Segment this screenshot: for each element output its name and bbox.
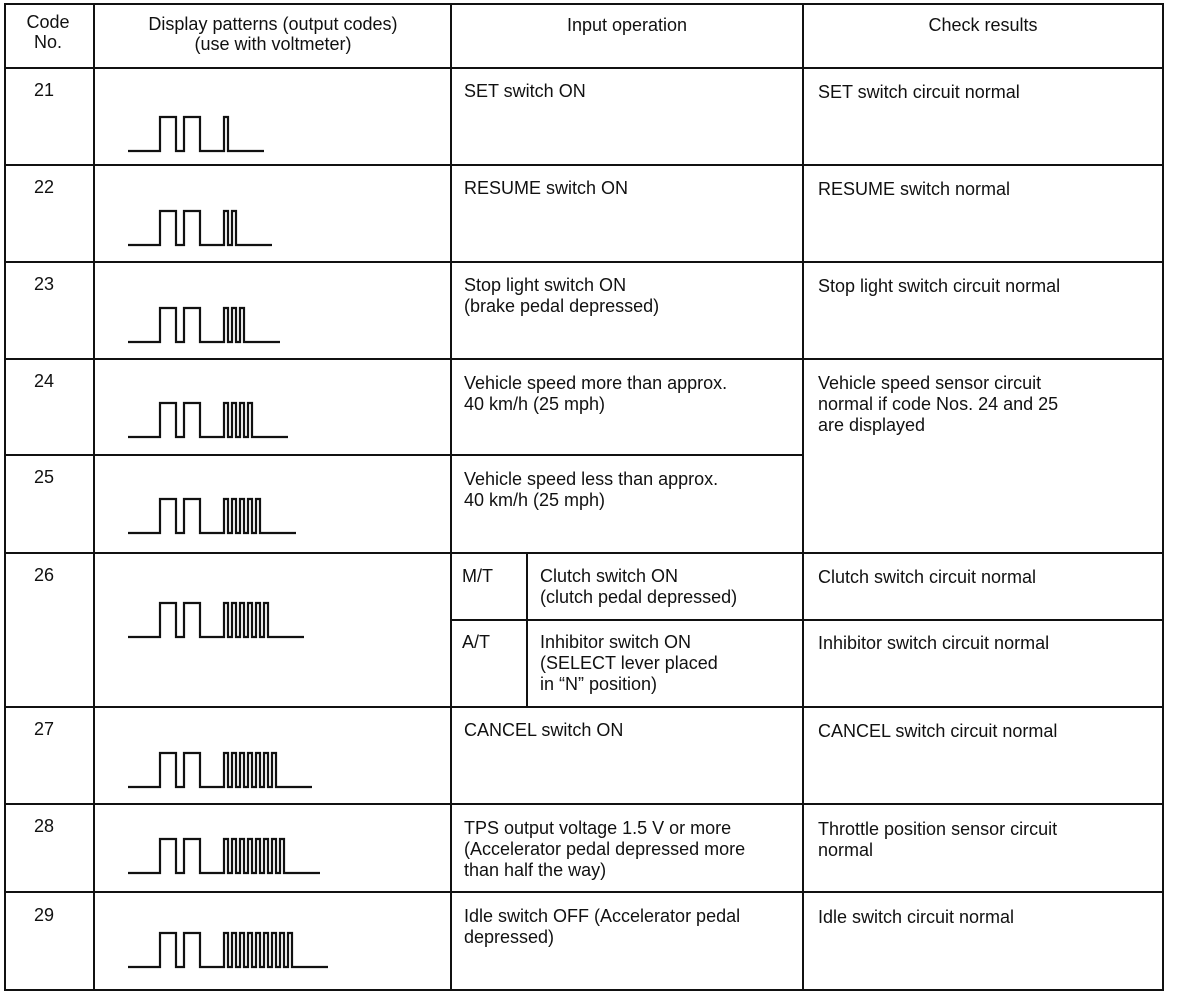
check-result-text: Throttle position sensor circuit normal — [818, 819, 1058, 860]
check-result-text: Stop light switch circuit normal — [818, 276, 1061, 296]
input-operation-text: TPS output voltage 1.5 V or more (Accelerator pedal depressed more than half the way) — [464, 818, 746, 880]
output-code-waveform — [96, 930, 446, 970]
header-check-results: Check results — [928, 15, 1038, 35]
header-code-no: Code No. — [26, 12, 70, 52]
code-number: 24 — [33, 371, 55, 391]
check-result-text: Clutch switch circuit normal — [818, 567, 1037, 587]
waveform-trace — [128, 839, 320, 873]
transmission-type-label: A/T — [462, 632, 491, 652]
header-display-patterns: Display patterns (output codes) (use with voltmeter) — [148, 14, 398, 54]
code-number: 29 — [33, 905, 55, 925]
waveform-trace — [128, 603, 304, 637]
header-input-operation: Input operation — [566, 15, 688, 35]
code-number: 23 — [33, 274, 55, 294]
input-operation-text: SET switch ON — [464, 81, 586, 101]
code-number: 26 — [33, 565, 55, 585]
input-operation-text: Stop light switch ON (brake pedal depressed) — [464, 275, 660, 316]
output-code-waveform — [96, 836, 446, 876]
check-result-text: RESUME switch normal — [818, 179, 1011, 199]
input-operation-text: Vehicle speed less than approx. 40 km/h (25 mph) — [464, 469, 719, 510]
waveform-trace — [128, 211, 272, 245]
check-result-text: CANCEL switch circuit normal — [818, 721, 1058, 741]
code-number: 21 — [33, 80, 55, 100]
waveform-trace — [128, 117, 264, 151]
input-operation-text: Vehicle speed more than approx. 40 km/h (25 mph) — [464, 373, 728, 414]
waveform-trace — [128, 499, 296, 533]
check-result-text: Inhibitor switch circuit normal — [818, 633, 1050, 653]
waveform-trace — [128, 753, 312, 787]
waveform-trace — [128, 933, 328, 967]
input-operation-text: Inhibitor switch ON (SELECT lever placed in “N” position) — [540, 632, 718, 694]
output-code-waveform — [96, 750, 446, 790]
waveform-trace — [128, 308, 280, 342]
input-operation-text: CANCEL switch ON — [464, 720, 624, 740]
output-code-waveform — [96, 305, 446, 345]
output-code-waveform — [96, 114, 446, 154]
check-result-text: Vehicle speed sensor circuit normal if code Nos. 24 and 25 are displayed — [818, 373, 1059, 435]
code-number: 27 — [33, 719, 55, 739]
code-number: 28 — [33, 816, 55, 836]
check-result-text: SET switch circuit normal — [818, 82, 1020, 102]
input-operation-text: Clutch switch ON (clutch pedal depressed) — [540, 566, 738, 607]
code-number: 22 — [33, 177, 55, 197]
output-code-waveform — [96, 496, 446, 536]
code-number: 25 — [33, 467, 55, 487]
output-code-waveform — [96, 600, 446, 640]
transmission-type-label: M/T — [462, 566, 493, 586]
output-code-waveform — [96, 208, 446, 248]
check-result-text: Idle switch circuit normal — [818, 907, 1015, 927]
input-operation-text: Idle switch OFF (Accelerator pedal depressed) — [464, 906, 741, 947]
output-code-waveform — [96, 400, 446, 440]
waveform-trace — [128, 403, 288, 437]
input-operation-text: RESUME switch ON — [464, 178, 629, 198]
